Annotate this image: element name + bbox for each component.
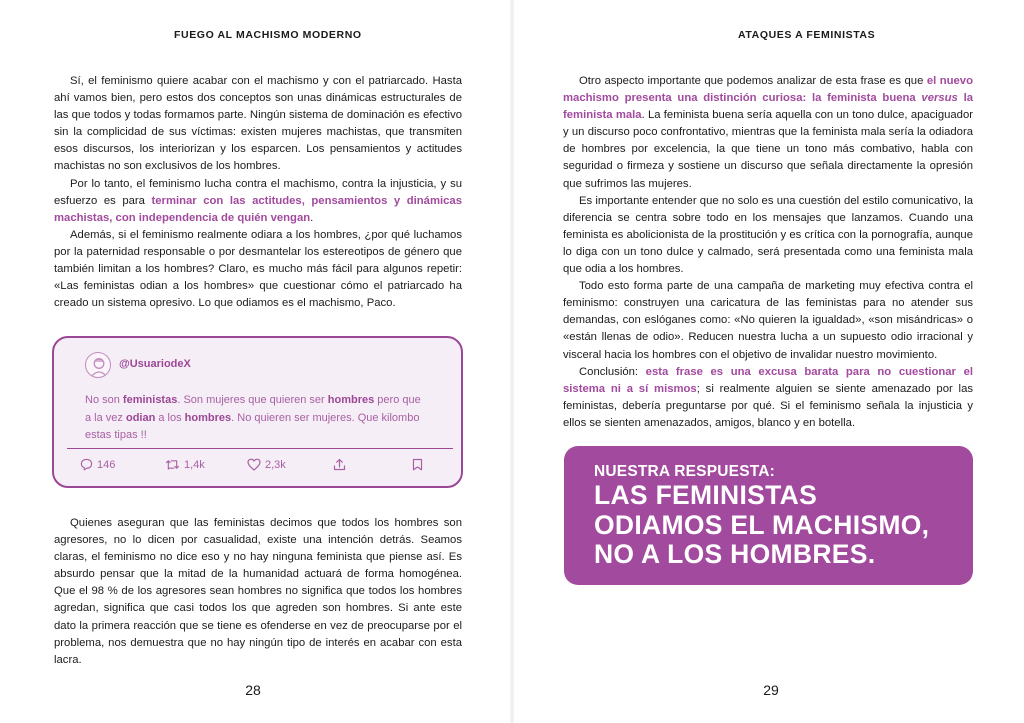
tweet-keyword: hombres bbox=[184, 411, 232, 424]
paragraph: Por lo tanto, el feminismo lucha contra el machismo, contra la injusticia, y su esfuerzo es para terminar con las actitudes, pensamientos y dinámicas machistas, con independencia de quién vengan. bbox=[54, 177, 462, 224]
paragraph: Otro aspecto importante que podemos analizar de esta frase es que el nuevo machismo presenta una distinción curiosa: la feminista buena versus la feminista mala. La feminista buena sería aquella con un tono dulce, apaciguador y un discurso poco confrontativo, mientras que la feminista mala sería la odiadora de hombres por excelencia, la que tiene un tono más combativo, habla con seguridad o firmeza y sostiene un discurso que señala directamente la opresión que sufrimos las mujeres. bbox=[563, 75, 973, 190]
page-number-left: 28 bbox=[245, 682, 261, 698]
retweet-button[interactable] bbox=[165, 458, 205, 471]
like-count: 2,3k bbox=[265, 458, 286, 471]
tweet-actions bbox=[80, 458, 430, 476]
paragraph: Quienes aseguran que las feministas decimos que todos los hombres son agresores, no lo dicen por casualidad, existe una intención detrás. Seamos claras, el feminismo no dice eso y no hay ninguna feminista que piense así. Es absurdo pensar que la mitad de la humanidad actuará de forma homogénea. Que el 98 % de los agresores sean hombres no significa que todos los hombres agredan, significa que casi todos los que agreden son hombres. Si ante este dato la primera reacción que se tiene es ofenderse en vez de preocuparse por el problema, nos demuestra que no hay ningún tipo de interés en acabar con esta lacra. bbox=[54, 517, 462, 666]
paragraph: Todo esto forma parte de una campaña de marketing muy efectiva contra el feminismo: construyen una caricatura de las feministas para no atender sus demandas, con eslóganes como: «No quieren la igualdad», «son misándricas» o «están llenas de odio». Reducen nuestra lucha a un supuesto odio irracional y visceral hacia los hombres con el objetivo de invalidar nuestro movimiento. bbox=[563, 280, 973, 361]
right-page bbox=[512, 0, 1024, 723]
tweet-text-run: . No quieren ser mujeres. Que kilombo estas tipas !! bbox=[85, 411, 420, 441]
tweet-text bbox=[85, 392, 425, 445]
reply-count: 146 bbox=[97, 458, 116, 471]
like-icon bbox=[247, 458, 261, 471]
tweet-keyword: hombres bbox=[327, 394, 375, 406]
share-icon bbox=[333, 458, 346, 471]
paragraph: Es importante entender que no solo es una cuestión del estilo comunicativo, la diferencia se centra sobre todo en los mensajes que lanzamos. Cuando una feminista es abolicionista de la prostitución y es crítica con la pornografía, aunque lo diga con un tono dulce y calmado, será presentada como una feminista mala que odia a los hombres. bbox=[563, 194, 973, 276]
tweet-keyword: feministas bbox=[122, 394, 178, 406]
tweet-card bbox=[52, 336, 463, 488]
highlight-text: el nuevo machismo presenta una distinción curiosa: la feminista buena versus la feminista mala bbox=[563, 75, 973, 122]
tweet-text-run: pero que a la vez bbox=[85, 394, 421, 424]
tweet-text-run: a los bbox=[155, 411, 185, 424]
bookmark-icon bbox=[412, 458, 423, 471]
tweet-text-run: No son bbox=[85, 394, 123, 406]
paragraph: Además, si el feminismo realmente odiara a los hombres, ¿por qué luchamos por la paternidad responsable o por desmantelar los estereotipos de género que también limitan a los hombres? Claro, es mucho más fácil para algunos repetir: «Las feministas odian a los hombres» que cuestionar cómo el patriarcado ha creado un sistema opresivo. Lo que odiamos es el machismo, Paco. bbox=[54, 228, 462, 310]
reply-icon bbox=[80, 458, 93, 471]
answer-statement: LAS FEMINISTAS ODIAMOS EL MACHISMO, NO A LOS HOMBRES. bbox=[594, 480, 930, 569]
book-gutter bbox=[509, 0, 515, 723]
tweet-text-run: . Son mujeres que quieren ser bbox=[177, 394, 328, 406]
running-head-right: ATAQUES A FEMINISTAS bbox=[738, 29, 876, 41]
running-head-left: FUEGO AL MACHISMO MODERNO bbox=[174, 29, 362, 41]
answer-label: NUESTRA RESPUESTA: bbox=[594, 463, 776, 480]
reply-button[interactable] bbox=[80, 458, 115, 471]
left-body-top bbox=[54, 73, 462, 312]
tweet-handle[interactable]: @UsuariodeX bbox=[119, 358, 191, 370]
bookmark-button[interactable] bbox=[412, 458, 423, 471]
tweet-keyword: odian bbox=[125, 411, 156, 424]
paragraph: Sí, el feminismo quiere acabar con el machismo y con el patriarcado. Hasta ahí vamos bien, pero estos dos conceptos son unas dinámicas estructurales de las que todos y todas formamos parte. Ningún sistema de dominación es efectivo sin la complicidad de sus víctimas: existen mujeres machistas, que transmiten esos discursos, los interiorizan y los esparcen. Los pensamientos y actitudes machistas no son exclusivos de los hombres. bbox=[54, 75, 462, 173]
left-body-bottom bbox=[54, 515, 462, 669]
page-number-right: 29 bbox=[763, 682, 779, 698]
right-body bbox=[563, 73, 973, 432]
retweet-icon bbox=[165, 458, 180, 471]
retweet-count: 1,4k bbox=[184, 458, 205, 471]
share-button[interactable] bbox=[333, 458, 346, 471]
tweet-divider bbox=[67, 448, 453, 449]
like-button[interactable] bbox=[247, 458, 286, 471]
answer-box bbox=[564, 446, 973, 585]
highlight-text: esta frase es una excusa barata para no cuestionar el sistema ni a sí mismos bbox=[563, 365, 973, 395]
paragraph: Conclusión: esta frase es una excusa barata para no cuestionar el sistema ni a sí mismos; si realmente alguien se siente amenazado por las feministas, debería preguntarse por qué. Si el feminismo señala la injusticia y ellos se sienten amenazados, amigos, blanco y en botella. bbox=[563, 365, 973, 429]
highlight-text: terminar con las actitudes, pensamientos y dinámicas machistas, con independencia de quién vengan bbox=[54, 194, 462, 224]
avatar-icon bbox=[85, 352, 111, 378]
